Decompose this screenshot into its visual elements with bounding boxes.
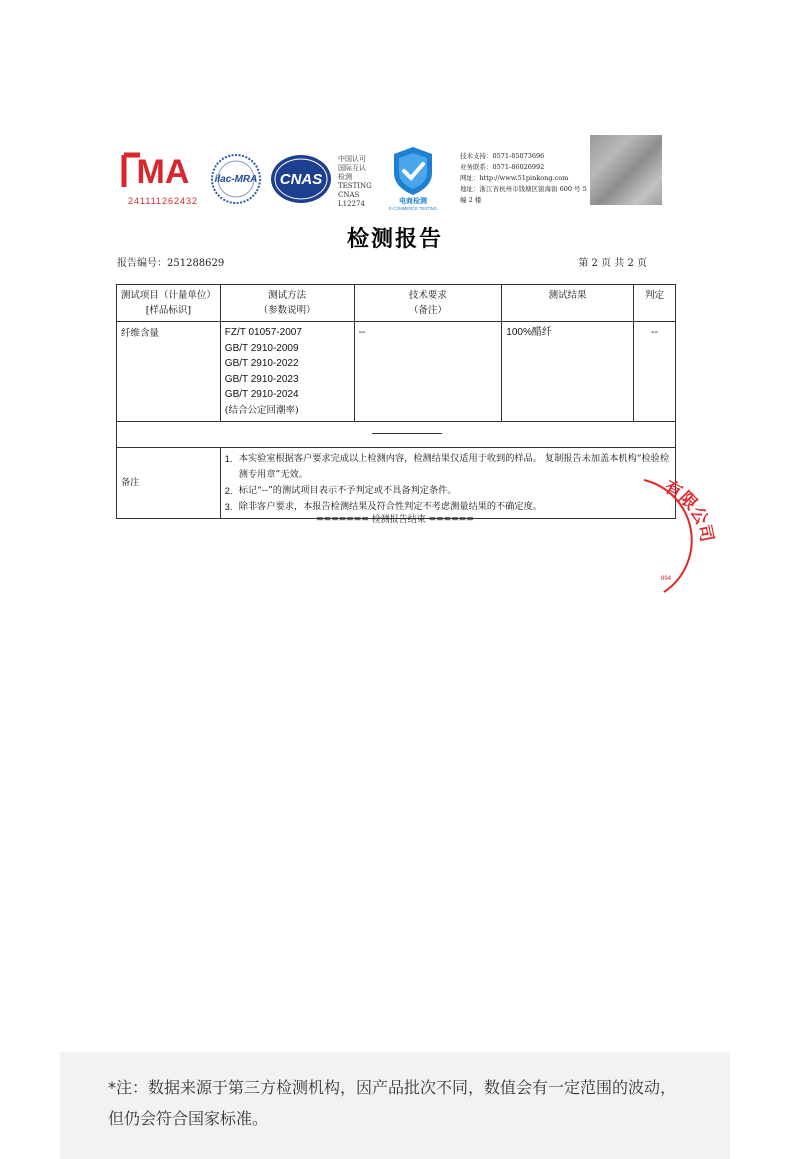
separator-row [117,422,676,448]
svg-text:E-COMMERCE TESTING: E-COMMERCE TESTING [388,206,438,211]
cell-result: 100%醋纤 [502,322,634,422]
header-result: 测试结果 [502,285,634,322]
cell-test-item: 纤维含量 [117,322,221,422]
document-title: 检测报告 [346,226,443,252]
test-report-table [116,284,676,519]
header-test-method: 测试方法 （参数说明） [220,285,354,322]
official-seal-stamp [614,470,724,600]
contact-website[interactable]: 网址：http://www.51pinkong.com [460,174,569,182]
report-end-marker: ======= 检测报告结束 ====== [316,515,474,525]
contact-address-cont: 幢 2 楼 [460,196,482,204]
contact-business: 业务联系：0571-86026992 [460,163,545,171]
cell-judgment: -- [634,322,676,422]
svg-text:CNAS: CNAS [279,171,323,188]
cma-logo [120,147,206,209]
cnas-logo [270,153,332,205]
cnas-accreditation-text: 中国认可 国际互认 检测 TESTING CNAS L12274 [338,155,372,208]
contact-address: 地址：浙江省杭州市钱塘区银海街 600 号 5 [460,185,587,193]
cell-test-methods: FZ/T 01057-2007 GB/T 2910-2009 GB/T 2910-2022 GB/T 2910-2023 GB/T 2910-2024 (结合公定回潮率) [220,322,354,422]
table-row [117,322,676,422]
cell-requirement: -- [354,322,502,422]
svg-text:MA: MA [136,153,190,191]
svg-text:ilac-MRA: ilac-MRA [214,174,258,185]
page-number: 第 2 页 共 2 页 [578,258,647,269]
contact-tech-support: 技术支持：0571-85073696 [460,152,545,160]
ilac-mra-logo [210,153,262,205]
note-item: 3. 除非客户要求，本报告检测结果及符合性判定不考虑测量结果的不确定度。 [224,501,542,512]
svg-text:电商检测: 电商检测 [399,197,427,205]
remarks-row [117,448,676,519]
ecommerce-testing-logo [388,145,438,211]
report-number: 报告编号：251288629 [117,258,225,269]
remarks-label: 备注 [117,448,221,519]
footnote-text: *注：数据来源于第三方检测机构，因产品批次不同，数值会有一定范围的波动，但仍会符合国家标准。 [108,1078,677,1128]
svg-text:894: 894 [661,576,672,582]
header-requirement: 技术要求 （备注） [354,285,502,322]
footnote-box [60,1052,730,1159]
separator-line [372,433,442,434]
remarks-notes [220,448,675,519]
header-test-item: 测试项目（计量单位） [样品标识] [117,285,221,322]
blurred-qr-code [590,135,662,205]
note-item: 2. 标记“--”的测试项目表示不予判定或不具备判定条件。 [224,485,457,496]
contact-info [460,151,590,206]
svg-text:有限公司: 有限公司 [660,477,717,544]
svg-text:241111262432: 241111262432 [127,196,199,206]
note-item: 1. 本实验室根据客户要求完成以上检测内容，检测结果仅适用于收到的样品。 复制报告未加盖本机构“检验检测专用章”无效。 [224,453,670,480]
header-judgment: 判定 [634,285,676,322]
table-header-row [117,285,676,322]
